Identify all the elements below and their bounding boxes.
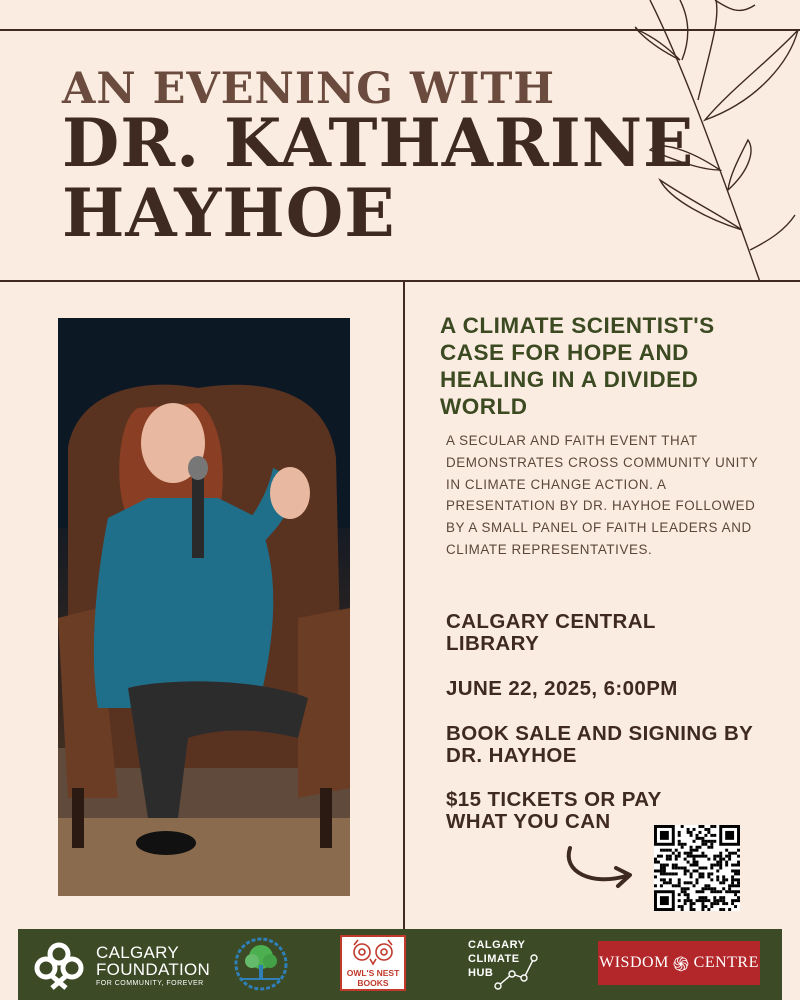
ticket-info: $15 TICKETS OR PAY WHAT YOU CAN	[446, 788, 662, 833]
book-sale-info: BOOK SALE AND SIGNING BY DR. HAYHOE	[446, 722, 753, 767]
speaker-name	[62, 104, 695, 252]
wisdom-centre-logo: WISDOM ֍ CENTRE	[598, 941, 760, 985]
column-divider	[403, 282, 405, 929]
calgary-foundation-logo-icon	[30, 940, 88, 990]
leaf-branch-illustration	[620, 0, 800, 282]
event-subtitle: A CLIMATE SCIENTIST'S CASE FOR HOPE AND HEALING IN A DIVIDED WORLD	[440, 313, 715, 419]
tree-circle-logo-icon	[234, 937, 288, 991]
event-datetime: JUNE 22, 2025, 6:00PM	[446, 677, 678, 700]
event-description: A SECULAR AND FAITH EVENT THAT DEMONSTRATES CROSS COMMUNITY UNITY IN CLIMATE CHANGE ACTION. A PRESENTATION BY DR. HAYHOE FOLLOWED BY A SMALL PANEL OF FAITH LEADERS AND CLIMATE REPRESENTATIVES.	[446, 433, 759, 557]
speaker-photo	[58, 318, 350, 896]
owl-icon	[342, 937, 404, 967]
calgary-foundation-tagline: FOR COMMUNITY, FOREVER	[96, 980, 204, 987]
speaker-name-line2: HAYHOE	[62, 174, 396, 252]
curved-arrow-icon	[562, 842, 638, 890]
network-nodes-icon	[490, 948, 540, 992]
event-venue: CALGARY CENTRAL LIBRARY	[446, 610, 656, 655]
calgary-climate-hub-logo: CALGARY CLIMATE HUB	[468, 939, 526, 979]
calgary-foundation-name: CALGARY FOUNDATION	[96, 943, 211, 979]
owls-nest-books-logo: OWL'S NEST BOOKS	[340, 935, 406, 991]
swirl-icon: ֍	[672, 953, 690, 976]
speaker-name-line1: DR. KATHARINE	[62, 104, 695, 182]
ticket-qr-code[interactable]	[654, 825, 740, 911]
event-kicker: AN EVENING WITH	[62, 64, 555, 114]
